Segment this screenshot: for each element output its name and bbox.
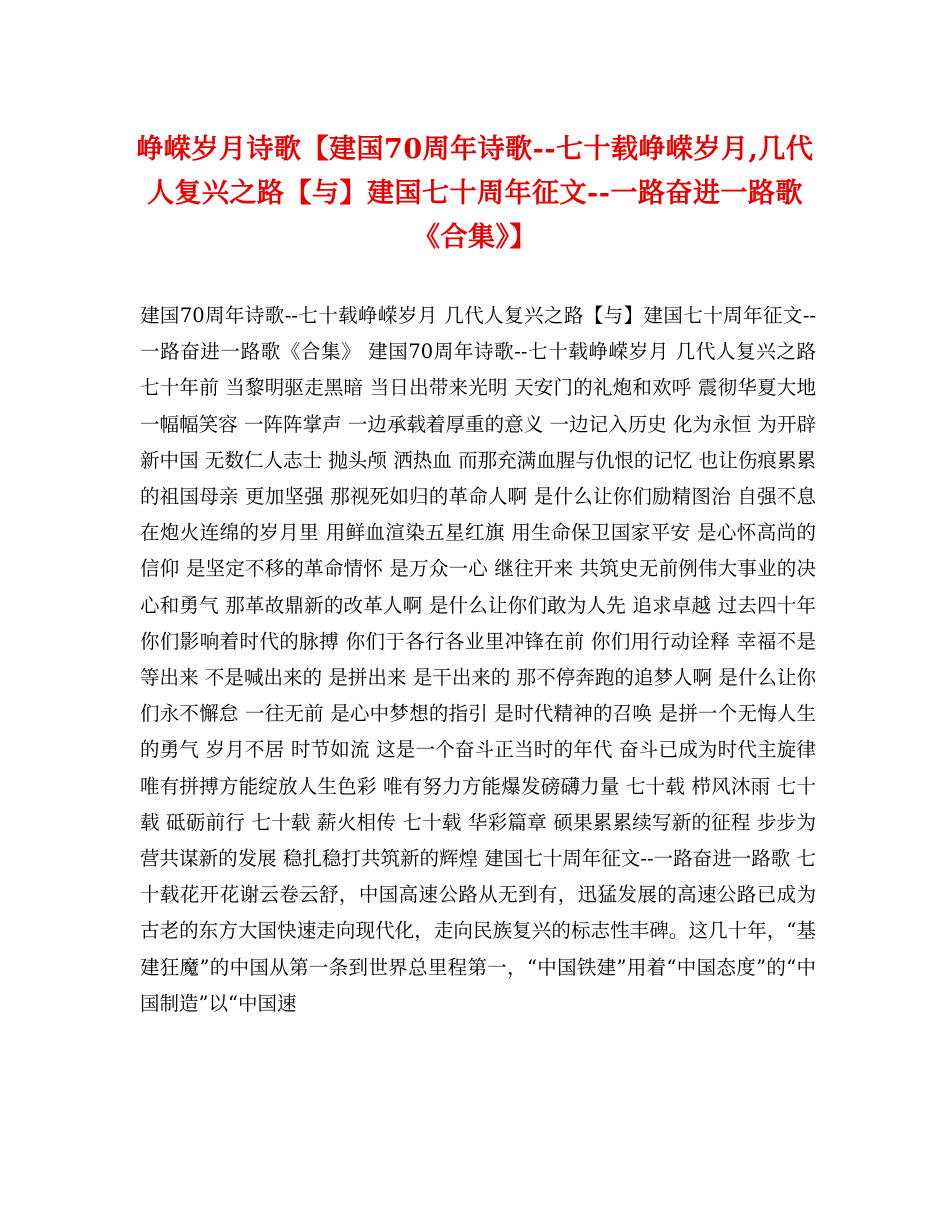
document-title: 峥嵘岁月诗歌【建国70周年诗歌--七十载峥嵘岁月,几代人复兴之路【与】建国七十周年征文--一路奋进一路歌《合集》】: [136, 134, 814, 253]
document-body: 建国70周年诗歌--七十载峥嵘岁月 几代人复兴之路【与】建国七十周年征文--一路奋进一路歌《合集》 建国70周年诗歌--七十载峥嵘岁月 几代人复兴之路 七十年前 当黎明驱走黑暗 当日出带来光明 天安门的礼炮和欢呼 震彻华夏大地 一幅幅笑容 一阵阵掌声 一边承载着厚重的意义 一边记入历史 化为永恒 为开辟新中国 无数仁人志士 抛头颅 洒热血 而那充满血腥与仇恨的记忆 也让伤痕累累的祖国母亲 更加坚强 那视死如归的革命人啊 是什么让你们励精图治 自强不息 在炮火连绵的岁月里 用鲜血渲染五星红旗 用生命保卫国家平安 是心怀高尚的信仰 是坚定不移的革命情怀 是万众一心 继往开来 共筑史无前例伟大事业的决心和勇气 那革故鼎新的改革人啊 是什么让你们敢为人先 追求卓越 过去四十年 你们影响着时代的脉搏 你们于各行各业里冲锋在前 你们用行动诠释 幸福不是等出来 不是喊出来的 是拼出来 是干出来的 那不停奔跑的追梦人啊 是什么让你们永不懈怠 一往无前 是心中梦想的指引 是时代精神的召唤 是拼一个无悔人生的勇气 岁月不居 时节如流 这是一个奋斗正当时的年代 奋斗已成为时代主旋律 唯有拼搏方能绽放人生色彩 唯有努力方能爆发磅礴力量 七十载 栉风沐雨 七十载 砥砺前行 七十载 薪火相传 七十载 华彩篇章 硕果累累续写新的征程 步步为营共谋新的发展 稳扎稳打共筑新的辉煌 建国七十周年征文--一路奋进一路歌 七十载花开花谢云卷云舒，中国高速公路从无到有，迅猛发展的高速公路已成为古老的东方大国快速走向现代化，走向民族复兴的标志性丰碑。这几十年，“基建狂魔”的中国从第一条到世界总里程第一，“中国铁建”用着“中国态度”的“中国制造”以“中国速: [140, 304, 823, 1015]
